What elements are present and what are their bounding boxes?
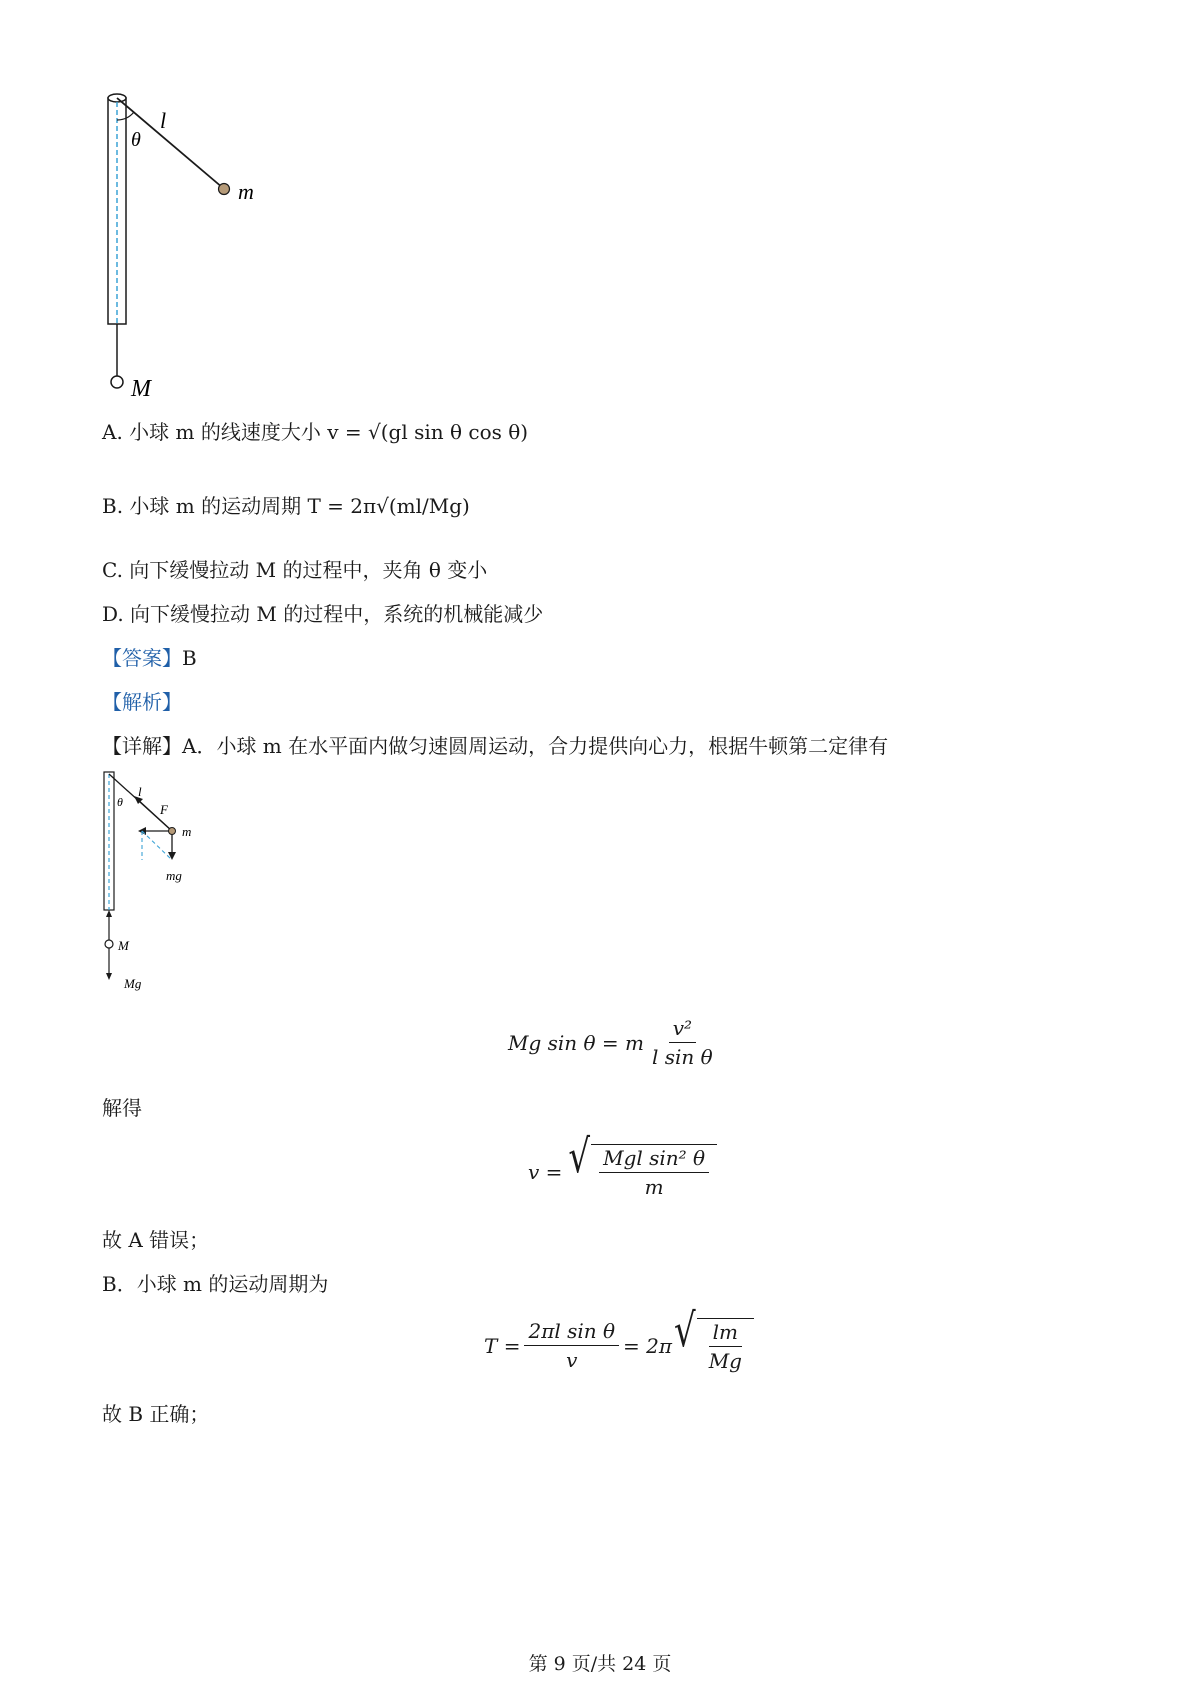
eq3-right-numerator: lm xyxy=(709,1320,742,1347)
label-F: F xyxy=(160,802,168,817)
equation-velocity xyxy=(528,1130,717,1199)
option-c: C. 向下缓慢拉动 M 的过程中，夹角 θ 变小 xyxy=(102,558,488,582)
option-b: B. 小球 m 的运动周期 T = 2π√(ml/Mg) xyxy=(102,494,470,518)
tension-up-arrowhead xyxy=(106,910,112,917)
page-footer: 第 9 页/共 24 页 xyxy=(528,1653,672,1675)
label-M: M xyxy=(118,938,129,953)
ball-m xyxy=(219,184,230,195)
conclusion-b: 故 B 正确； xyxy=(102,1402,210,1426)
parallelogram-dash-2 xyxy=(142,831,172,860)
eq1-fraction xyxy=(648,1016,717,1069)
label-m: m xyxy=(182,824,192,839)
sqrt-sign: √ xyxy=(674,1304,696,1359)
option-d: D. 向下缓慢拉动 M 的过程中，系统的机械能减少 xyxy=(102,602,544,626)
eq3-denominator: v xyxy=(566,1348,578,1372)
eq3-left: T = xyxy=(484,1333,521,1358)
Mg-arrowhead xyxy=(106,973,112,980)
label-theta: θ xyxy=(131,129,141,151)
label-Mg: Mg xyxy=(124,976,142,991)
eq3-fraction xyxy=(524,1319,619,1372)
label-mg: mg xyxy=(166,868,182,883)
label-l: l xyxy=(160,108,167,133)
label-l: l xyxy=(138,784,142,799)
equation-period xyxy=(484,1304,754,1373)
analysis-tag: 【解析】 xyxy=(102,690,182,714)
answer-tag: 【答案】 xyxy=(102,646,182,670)
eq2-numerator: Mgl sin² θ xyxy=(599,1146,709,1173)
label-theta: θ xyxy=(117,795,123,809)
eq2-left: v = xyxy=(528,1159,563,1184)
eq3-numerator: 2πl sin θ xyxy=(524,1319,619,1346)
eq1-denominator: l sin θ xyxy=(652,1045,713,1069)
detail-text: A．小球 m 在水平面内做匀速圆周运动，合力提供向心力，根据牛顿第二定律有 xyxy=(182,734,889,758)
figure-force-diagram xyxy=(96,768,226,1000)
answer-line xyxy=(102,644,197,672)
conclusion-a: 故 A 错误； xyxy=(102,1228,210,1252)
ball-m xyxy=(169,828,176,835)
b-text: B．小球 m 的运动周期为 xyxy=(102,1272,329,1296)
eq3-mid: = 2π xyxy=(623,1333,673,1358)
eq2-fraction xyxy=(599,1146,709,1199)
detail-line xyxy=(102,732,888,760)
detail-tag: 【详解】 xyxy=(102,734,182,758)
sqrt-sign: √ xyxy=(568,1130,591,1185)
eq3-right-denominator: Mg xyxy=(708,1349,742,1373)
mg-arrowhead xyxy=(168,852,176,860)
eq3-sqrt xyxy=(674,1304,754,1373)
option-a: A. 小球 m 的线速度大小 v = √(gl sin θ cos θ) xyxy=(102,420,529,444)
label-m: m xyxy=(238,179,254,204)
eq2-denominator: m xyxy=(644,1175,664,1199)
eq2-sqrt xyxy=(568,1130,717,1199)
ball-M xyxy=(111,376,123,388)
equation-newton xyxy=(508,1016,721,1069)
eq1-numerator: v² xyxy=(669,1016,696,1043)
ball-M xyxy=(105,940,113,948)
eq1-left: Mg sin θ = m xyxy=(508,1030,645,1055)
figure-pendulum-rod xyxy=(100,92,300,412)
solve-text: 解得 xyxy=(102,1096,142,1120)
label-M: M xyxy=(131,376,151,402)
eq3-right-fraction xyxy=(705,1320,746,1373)
answer-value: B xyxy=(182,646,197,670)
